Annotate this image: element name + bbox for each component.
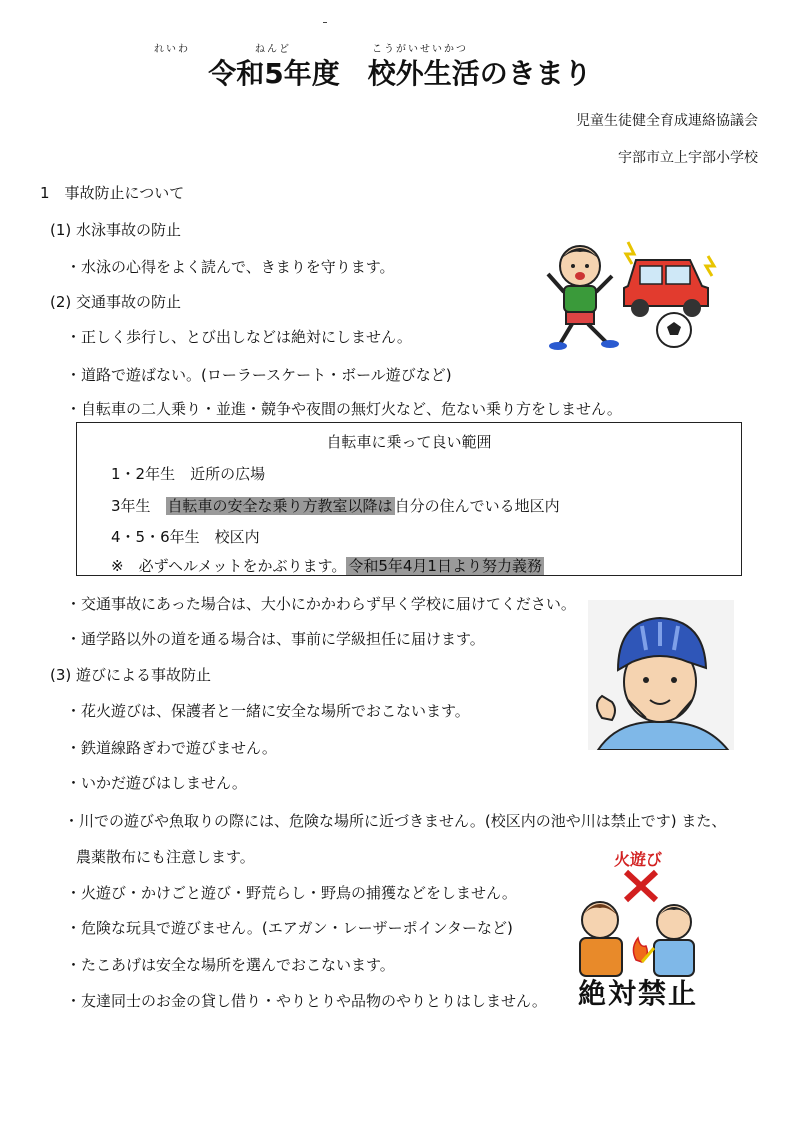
list-item: ・火遊び・かけごと遊び・野荒らし・野鳥の捕獲などをしません。 xyxy=(66,884,517,902)
fire-ban-label: 絶対禁止 xyxy=(578,977,699,1010)
list-item: ・道路で遊ばない。(ローラースケート・ボール遊びなど) xyxy=(66,366,452,384)
list-item: ・いかだ遊びはしません。 xyxy=(66,774,247,792)
page-title: 令和5年度 校外生活のきまり xyxy=(208,57,592,90)
top-dash xyxy=(323,22,327,23)
helmet-note-text: ※ 必ずヘルメットをかぶります。 xyxy=(111,557,347,575)
box-row-grade456: 4・5・6年生 校区内 xyxy=(111,528,260,546)
list-item: ・正しく歩行し、とび出しなどは絶対にしません。 xyxy=(66,328,412,346)
box-title: 自転車に乗って良い範囲 xyxy=(326,433,492,451)
title-ruby-kougai: こうがいせいかつ xyxy=(372,44,468,55)
list-item: ・通学路以外の道を通る場合は、事前に学級担任に届けます。 xyxy=(66,630,485,648)
list-item: ・水泳の心得をよく読んで、きまりを守ります。 xyxy=(66,258,395,276)
list-item: ・川での遊びや魚取りの際には、危険な場所に近づきません。(校区内の池や川は禁止です) また、 xyxy=(64,812,727,830)
helmet-boy-illustration xyxy=(588,600,734,750)
bicycle-range-box xyxy=(76,422,742,576)
grade3-highlight: 自転車の安全な乗り方教室以降は xyxy=(167,497,393,515)
box-helmet-note xyxy=(111,555,544,576)
list-item: ・自転車の二人乗り・並進・競争や夜間の無灯火など、危ない乗り方をしません。 xyxy=(66,400,622,418)
list-item: ・花火遊びは、保護者と一緒に安全な場所でおこないます。 xyxy=(66,702,470,720)
section-heading-accident-prevention: 1 事故防止について xyxy=(40,184,185,202)
box-row-grade12: 1・2年生 近所の広場 xyxy=(111,465,266,483)
grade3-range: 自分の住んでいる地区内 xyxy=(394,497,560,515)
fire-play-label: 火遊び xyxy=(614,850,663,869)
title-ruby-nendo: ねんど xyxy=(255,44,291,55)
subsection-play: (3) 遊びによる事故防止 xyxy=(50,666,212,684)
helmet-note-highlight: 令和5年4月1日より努力義務 xyxy=(348,557,542,575)
car-accident-illustration xyxy=(540,236,720,352)
fire-ban-illustration xyxy=(570,868,710,978)
school-name: 宇部市立上宇部小学校 xyxy=(618,150,758,166)
list-item: ・交通事故にあった場合は、大小にかかわらず早く学校に届けてください。 xyxy=(66,595,576,613)
list-item: ・友達同士のお金の貸し借り・やりとりや品物のやりとりはしません。 xyxy=(66,992,547,1010)
title-ruby-reiwa: れいわ xyxy=(154,44,190,55)
list-item: ・鉄道線路ぎわで遊びません。 xyxy=(66,739,277,757)
box-row-grade3 xyxy=(111,495,560,516)
organization-name: 児童生徒健全育成連絡協議会 xyxy=(576,113,758,129)
list-item: ・危険な玩具で遊びません。(エアガン・レーザーポインターなど) xyxy=(66,919,513,937)
subsection-swimming: (1) 水泳事故の防止 xyxy=(50,221,182,239)
list-item: ・たこあげは安全な場所を選んでおこないます。 xyxy=(66,956,395,974)
list-item-continued: 農薬散布にも注意します。 xyxy=(76,848,255,866)
grade3-label: 3年生 xyxy=(111,497,166,515)
subsection-traffic: (2) 交通事故の防止 xyxy=(50,293,182,311)
